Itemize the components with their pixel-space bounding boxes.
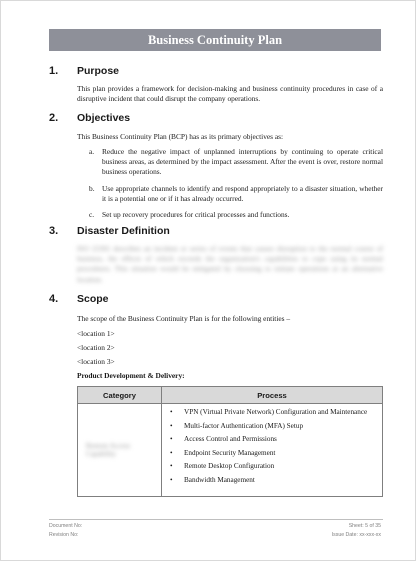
section-title: Purpose [77,65,120,77]
list-item [168,462,376,472]
bullet: • [170,408,173,416]
section-title: Disaster Definition [77,225,170,237]
process-item: VPN (Virtual Private Network) Configuration and Maintenance [184,408,368,416]
section-scope-heading [49,293,109,305]
objectives-list [89,147,383,226]
list-item [89,210,383,220]
section-title: Scope [77,293,109,305]
list-item [89,184,383,204]
document-title: Business Continuity Plan [49,29,381,51]
footer-sheet: Sheet: 5 of 35 [348,523,381,529]
table-row [78,404,383,497]
list-item [168,422,376,432]
section-purpose-heading [49,65,119,77]
list-text: Use appropriate channels to identify and respond appropriately to a disaster situation, whether it is a potential one or if it has already occurred. [102,183,383,203]
location-item: <location 3> [77,357,115,366]
section-title: Objectives [77,112,131,124]
process-cell [162,404,383,497]
process-item: Remote Desktop Configuration [184,462,275,471]
objectives-intro: This Business Continuity Plan (BCP) has as its primary objectives as: [77,132,284,141]
footer-issue-date: Issue Date: xx-xxx-xx [331,532,381,538]
location-item: <location 2> [77,343,115,352]
list-item [168,408,376,418]
location-item: <location 1> [77,329,115,338]
list-letter: c. [89,210,95,220]
category-value: Remote Access Capability [86,441,131,458]
scope-table [77,386,383,497]
column-header-process: Process [162,387,383,404]
section-disaster-heading [49,225,170,237]
bullet: • [170,435,173,444]
list-letter: a. [89,147,95,156]
bullet: • [170,475,173,484]
scope-intro: The scope of the Business Continuity Plan is for the following entities – [77,314,291,323]
section-number: 3. [49,225,59,237]
process-item: Multi-factor Authentication (MFA) Setup [184,421,304,430]
table-header-row [78,387,383,404]
process-item: Bandwidth Management [184,475,255,484]
bullet: • [170,448,173,457]
list-item [89,147,383,178]
section-number: 4. [49,293,59,305]
footer-document-no: Document No: [49,523,83,529]
process-item: Endpoint Security Management [184,448,276,457]
scope-subheading: Product Development & Delivery: [77,371,185,380]
list-text: Set up recovery procedures for critical processes and functions. [102,210,290,220]
footer-divider [49,519,383,520]
column-header-category: Category [78,387,162,404]
section-number: 1. [49,65,59,77]
bullet: • [170,462,173,471]
process-item: Access Control and Permissions [184,435,277,444]
section-number: 2. [49,112,59,124]
list-text: Reduce the negative impact of unplanned interruptions by continuing to operate critical business areas, as determined by the impact assessment. After the event is over, restore normal business operations. [102,147,383,177]
list-item [168,449,376,459]
section-objectives-heading [49,112,130,124]
list-item [168,476,376,486]
list-item [168,435,376,445]
category-cell [78,404,162,497]
purpose-text: This plan provides a framework for decision-making and business continuity procedures in case of a disruptive incident that could disrupt the company operations. [77,84,383,104]
list-letter: b. [89,183,95,193]
footer-revision-no: Revision No: [49,532,79,538]
bullet: • [170,421,173,430]
disaster-text: ISO 22301 describes an incident or series of events that causes disruption to the normal course of business, the effects of which exceeds the organization's capabilities to cope using its normal procedures. This situation would be mitigated by choosing to initiate operations at an alternative location. [77,244,383,284]
